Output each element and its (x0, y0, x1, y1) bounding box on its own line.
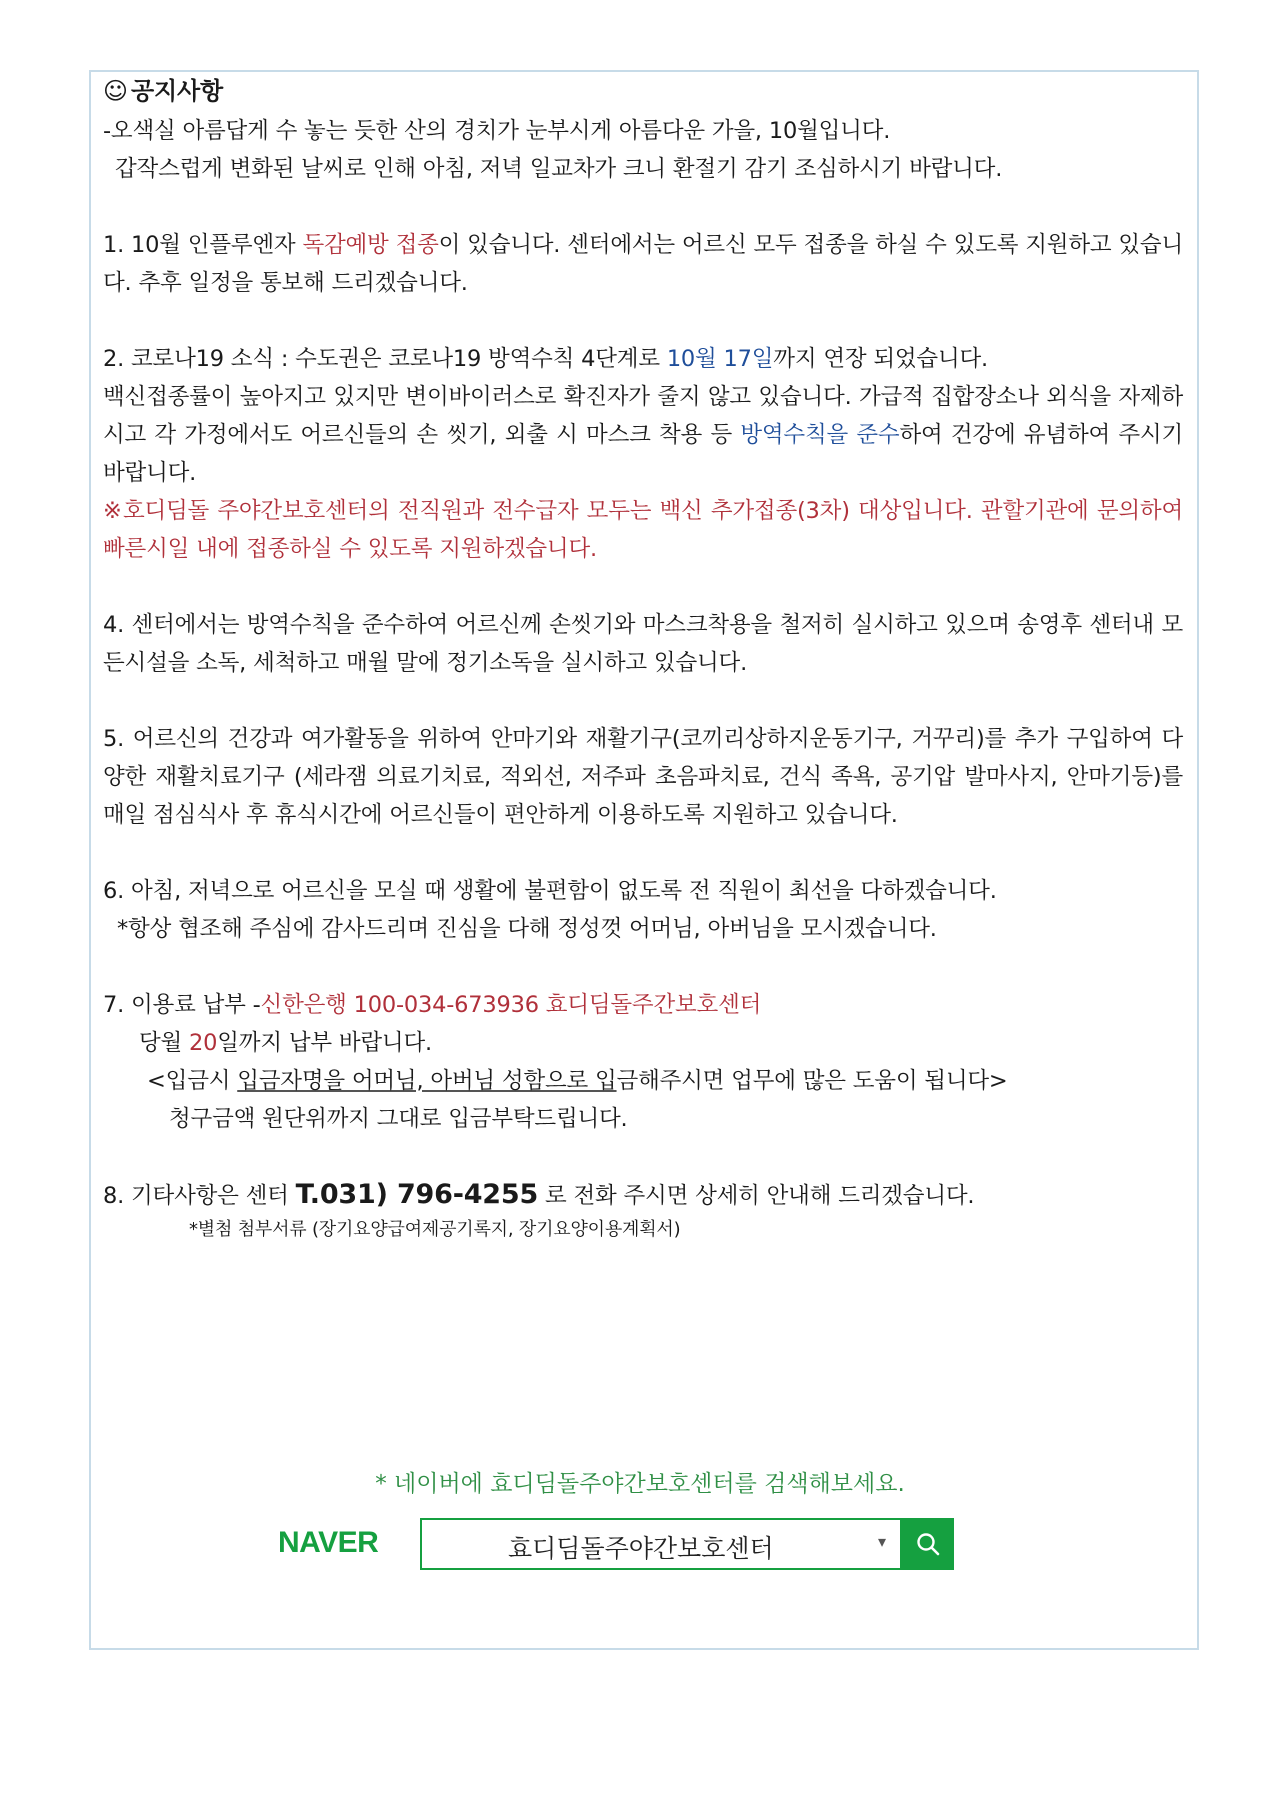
item2-date-highlight: 10월 17일 (666, 346, 774, 372)
intro-line-1: -오색실 아름답게 수 놓는 듯한 산의 경치가 눈부시게 아름다운 가을, 10월입니다. (103, 118, 891, 144)
notice-item-2-body (103, 378, 1183, 492)
item2-body-highlight: 방역수칙을 준수 (740, 422, 900, 448)
item7-due-post: 일까지 납부 바랍니다. (217, 1030, 432, 1056)
notice-title (103, 72, 1183, 110)
notice-item-7-deposit-note (103, 1062, 1183, 1100)
notice-content (103, 72, 1183, 1245)
item8-pre: 8. 기타사항은 센터 (103, 1183, 296, 1209)
search-input[interactable] (420, 1518, 902, 1570)
notice-item-8 (103, 1176, 1183, 1215)
naver-search-bar (278, 1518, 958, 1574)
notice-item-5: 5. 어르신의 건강과 여가활동을 위하여 안마기와 재활기구(코끼리상하지운동기구, 거꾸리)를 추가 구입하여 다양한 재활치료기구 (세라잼 의료기치료, 적외선, 저주파 초음파치료, 건식 족욕, 공기압 발마사지, 안마기등)를 매일 점심식사 후 휴식시간에 어르신들이 편안하게 이용하도록 지원하고 있습니다. (103, 726, 1183, 828)
search-button[interactable] (902, 1518, 954, 1570)
item2-body-pre: 백신접종률이 높아지고 있지만 변이바이러스로 확진자가 줄지 않고 있습니다. 가급적 집합장소나 외식을 자제하시고 각 가정에서도 어르신들의 손 씻기, 외출 시 마스크 착용 등 (103, 384, 1183, 448)
deposit-note-post: 금해주시면 업무에 많은 도움이 됩니다> (616, 1068, 1008, 1094)
item2-post: 까지 연장 되었습니다. (773, 346, 988, 372)
notice-item-2-headline (103, 340, 1183, 378)
item2-body-post: 하여 건강에 유념하여 주시기 바랍니다. (103, 422, 1184, 486)
notice-item-1 (103, 226, 1183, 302)
notice-item-7-headline (103, 986, 1183, 1024)
deposit-note-underlined: 입금자명을 어머님, 아버님 성함으로 입 (237, 1068, 617, 1094)
search-hint: * 네이버에 효디딤돌주야간보호센터를 검색해보세요. (375, 1471, 905, 1497)
notice-item-2-warning: ※호디딤돌 주야간보호센터의 전직원과 전수급자 모두는 백신 추가접종(3차) 대상입니다. 관할기관에 문의하여 빠른시일 내에 접종하실 수 있도록 지원하겠습니다. (103, 498, 1183, 562)
intro-line-2: 갑작스럽게 변화된 날씨로 인해 아침, 저녁 일교차가 크니 환절기 감기 조심하시기 바랍니다. (115, 156, 1003, 182)
search-query: 효디딤돌주야간보호센터 (508, 1534, 774, 1563)
item7-pre: 7. 이용료 납부 - (103, 992, 261, 1018)
phone-number: T.031) 796-4255 (295, 1179, 539, 1210)
bank-account: 신한은행 100-034-673936 효디딤돌주간보호센터 (260, 992, 762, 1018)
item1-post: 이 있습니다. 센터에서는 어르신 모두 접종을 하실 수 있도록 지원하고 있습니다. 추후 일정을 통보해 드리겠습니다. (103, 232, 1183, 296)
item7-due-day: 20 (189, 1030, 218, 1056)
deposit-note-pre: <입금시 (147, 1068, 238, 1094)
item7-due-pre: 당월 (139, 1030, 190, 1056)
item1-pre: 1. 10월 인플루엔자 (103, 232, 303, 258)
item1-highlight: 독감예방 접종 (302, 232, 439, 258)
search-icon (915, 1531, 941, 1557)
smiley-icon: ☺ (103, 77, 128, 105)
notice-item-4: 4. 센터에서는 방역수칙을 준수하여 어르신께 손씻기와 마스크착용을 철저히 실시하고 있으며 송영후 센터내 모든시설을 소독, 세척하고 매월 말에 정기소독을 실시하고 있습니다. (103, 612, 1183, 676)
notice-item-7-amount-note: 청구금액 원단위까지 그대로 입금부탁드립니다. (169, 1106, 628, 1132)
notice-item-6-line-1: 6. 아침, 저녁으로 어르신을 모실 때 생활에 불편함이 없도록 전 직원이 최선을 다하겠습니다. (103, 878, 997, 904)
attachment-note: *별첨 첨부서류 (장기요양급여제공기록지, 장기요양이용계획서) (189, 1219, 681, 1240)
notice-item-7-due (103, 1024, 1183, 1062)
naver-logo: NAVER (278, 1526, 379, 1559)
caret-down-icon[interactable]: ▾ (877, 1532, 886, 1551)
item8-post: 로 전화 주시면 상세히 안내해 드리겠습니다. (538, 1183, 975, 1209)
notice-title-text: 공지사항 (131, 77, 223, 105)
item2-pre: 2. 코로나19 소식 : 수도권은 코로나19 방역수칙 4단계로 (103, 346, 667, 372)
notice-item-6-line-2: *항상 협조해 주심에 감사드리며 진심을 다해 정성껏 어머님, 아버님을 모시겠습니다. (117, 916, 937, 942)
